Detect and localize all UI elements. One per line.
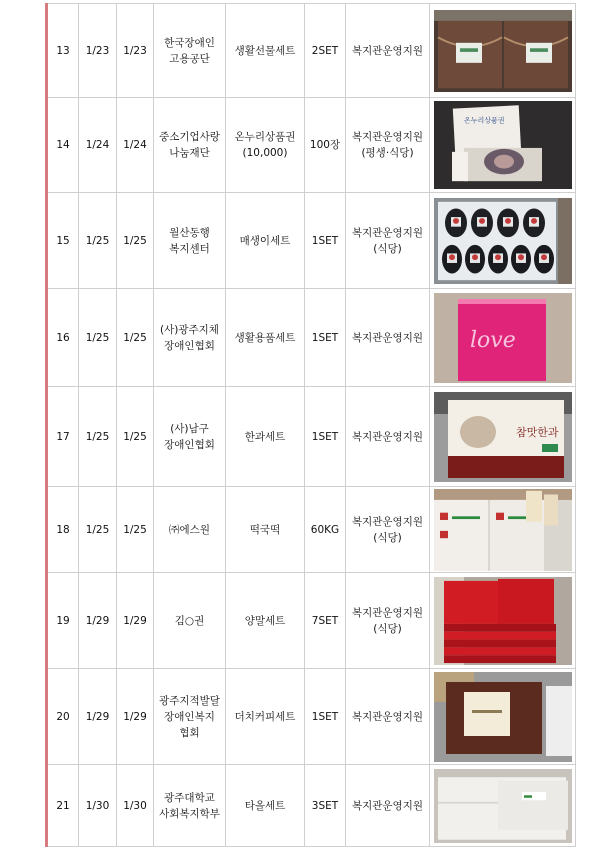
no-text: 17 [56, 430, 70, 443]
donor-name [154, 289, 226, 387]
item-quantity [305, 573, 346, 669]
receipt-date-text: 1/25 [85, 234, 110, 247]
usage-purpose [346, 669, 430, 765]
donor-text: 김○권 [174, 614, 205, 627]
row-number [47, 193, 79, 289]
usage-purpose [346, 387, 430, 487]
purpose-text: 복지관운영지원 [351, 331, 423, 344]
usage-purpose [346, 487, 430, 573]
receipt-date [79, 4, 117, 98]
row-number [47, 4, 79, 98]
qty-text: 100장 [309, 139, 341, 151]
purpose-text: 복지관운영지원 [351, 44, 423, 57]
table-row [47, 193, 576, 289]
item-text: 생활선물세트 [234, 44, 296, 57]
rice-cake-boxes-photo [434, 489, 572, 571]
photo-cell [430, 387, 576, 487]
row-number [47, 387, 79, 487]
svg-text:참맛한과: 참맛한과 [515, 425, 559, 439]
item-quantity [305, 193, 346, 289]
photo-cell [430, 573, 576, 669]
usage-date-text: 1/25 [123, 523, 147, 536]
receipt-date-text: 1/29 [85, 710, 110, 723]
photo-cell [430, 4, 576, 98]
photo-cell [430, 669, 576, 765]
usage-purpose [346, 98, 430, 193]
donor-text: ㈜에스원 [169, 523, 210, 536]
usage-purpose [346, 4, 430, 98]
receipt-date [79, 193, 117, 289]
donor-text: 중소기업사랑 나눔재단 [159, 131, 220, 159]
item-text: 떡국떡 [249, 523, 281, 536]
usage-date-text: 1/25 [123, 430, 147, 443]
receipt-date [79, 487, 117, 573]
row-number [47, 573, 79, 669]
qty-text: 1SET [311, 430, 339, 443]
usage-purpose [346, 765, 430, 847]
item-name [226, 193, 305, 289]
donor-name [154, 765, 226, 847]
usage-date-text: 1/25 [123, 234, 147, 247]
receipt-date [79, 289, 117, 387]
item-text: 타올세트 [244, 799, 286, 812]
receipt-date [79, 573, 117, 669]
donor-name [154, 4, 226, 98]
donor-text: 월산동행 복지센터 [169, 226, 210, 255]
purpose-text: 복지관운영지원 [351, 799, 423, 812]
qty-text: 7SET [311, 614, 339, 627]
no-text: 19 [56, 614, 70, 627]
item-quantity [305, 669, 346, 765]
seaweed-set-photo [434, 198, 572, 284]
qty-text: 1SET [311, 331, 339, 344]
receipt-date-text: 1/25 [85, 523, 110, 536]
item-text: 양말세트 [244, 614, 286, 627]
svg-text:love: love [469, 327, 516, 353]
receipt-date [79, 669, 117, 765]
photo-cell [430, 289, 576, 387]
receipt-date [79, 387, 117, 487]
item-name [226, 387, 305, 487]
photo-cell [430, 765, 576, 847]
hangwa-box-photo [434, 392, 572, 482]
usage-date [117, 765, 154, 847]
donation-table [45, 3, 576, 847]
row-number [47, 98, 79, 193]
donor-name [154, 573, 226, 669]
row-number [47, 669, 79, 765]
no-text: 16 [56, 331, 70, 344]
coffee-box-photo [434, 672, 572, 762]
item-quantity [305, 487, 346, 573]
item-name [226, 289, 305, 387]
no-text: 14 [56, 139, 70, 151]
purpose-text: 복지관운영지원 (식당) [351, 606, 423, 635]
qty-text: 1SET [311, 710, 339, 723]
donation-rows [47, 4, 576, 847]
usage-purpose [346, 193, 430, 289]
item-quantity [305, 289, 346, 387]
usage-date [117, 289, 154, 387]
no-text: 18 [56, 523, 70, 536]
usage-purpose [346, 573, 430, 669]
purpose-text: 복지관운영지원 [351, 710, 423, 723]
receipt-date [79, 98, 117, 193]
towel-boxes-photo [434, 769, 572, 843]
purpose-text: 복지관운영지원 (식당) [351, 515, 423, 544]
donor-text: (사)남구 장애인협회 [164, 422, 215, 451]
receipt-date-text: 1/30 [85, 799, 110, 812]
usage-date-text: 1/25 [123, 331, 147, 344]
usage-date-text: 1/29 [123, 710, 147, 723]
no-text: 20 [56, 710, 70, 723]
qty-text: 3SET [311, 799, 339, 812]
item-text: 생활용품세트 [234, 331, 296, 344]
receipt-date [79, 765, 117, 847]
item-name [226, 765, 305, 847]
red-sock-boxes-photo [434, 577, 572, 665]
row-number [47, 289, 79, 387]
donor-text: 광주지적발달 장애인복지 협회 [159, 694, 220, 739]
purpose-text: 복지관운영지원 (식당) [351, 226, 423, 255]
receipt-date-text: 1/29 [85, 614, 110, 627]
pink-love-box-photo [434, 293, 572, 383]
table-row [47, 487, 576, 573]
item-name [226, 98, 305, 193]
usage-date [117, 98, 154, 193]
table-row [47, 573, 576, 669]
donor-name [154, 669, 226, 765]
photo-cell [430, 487, 576, 573]
usage-date-text: 1/29 [123, 614, 147, 627]
item-quantity [305, 4, 346, 98]
receipt-date-text: 1/24 [85, 139, 110, 151]
no-text: 13 [56, 44, 70, 57]
donor-name [154, 387, 226, 487]
no-text: 21 [56, 799, 70, 812]
usage-date [117, 669, 154, 765]
item-text: 더치커피세트 [234, 710, 296, 723]
row-number [47, 487, 79, 573]
usage-date [117, 4, 154, 98]
table-row [47, 98, 576, 193]
item-quantity [305, 765, 346, 847]
table-row [47, 669, 576, 765]
gift-voucher-photo [434, 101, 572, 189]
donor-text: 한국장애인 고용공단 [164, 36, 215, 65]
item-name [226, 573, 305, 669]
item-text: 온누리상품권 (10,000) [234, 131, 296, 159]
table-row [47, 387, 576, 487]
donor-text: (사)광주지체 장애인협회 [160, 323, 219, 352]
qty-text: 2SET [311, 44, 339, 57]
svg-text:온누리상품권: 온누리상품권 [463, 116, 504, 125]
qty-text: 1SET [311, 234, 339, 247]
usage-purpose [346, 289, 430, 387]
usage-date [117, 487, 154, 573]
item-quantity [305, 98, 346, 193]
gift-boxes-brown-photo [434, 10, 572, 92]
table-row [47, 289, 576, 387]
item-name [226, 4, 305, 98]
photo-cell [430, 98, 576, 193]
donor-name [154, 193, 226, 289]
purpose-text: 복지관운영지원 (평생·식당) [351, 131, 423, 159]
donor-name [154, 98, 226, 193]
receipt-date-text: 1/23 [85, 44, 110, 57]
usage-date [117, 573, 154, 669]
purpose-text: 복지관운영지원 [351, 430, 423, 443]
table-row [47, 4, 576, 98]
qty-text: 60KG [310, 523, 340, 536]
item-name [226, 487, 305, 573]
receipt-date-text: 1/25 [85, 430, 110, 443]
row-number [47, 765, 79, 847]
no-text: 15 [56, 234, 70, 247]
usage-date [117, 387, 154, 487]
usage-date [117, 193, 154, 289]
donor-name [154, 487, 226, 573]
donor-text: 광주대학교 사회복지학부 [159, 791, 220, 820]
item-text: 매생이세트 [239, 234, 291, 247]
usage-date-text: 1/23 [123, 44, 147, 57]
item-quantity [305, 387, 346, 487]
photo-cell [430, 193, 576, 289]
receipt-date-text: 1/25 [85, 331, 110, 344]
item-text: 한과세트 [244, 430, 286, 443]
usage-date-text: 1/24 [123, 139, 147, 151]
table-row [47, 765, 576, 847]
item-name [226, 669, 305, 765]
usage-date-text: 1/30 [123, 799, 147, 812]
